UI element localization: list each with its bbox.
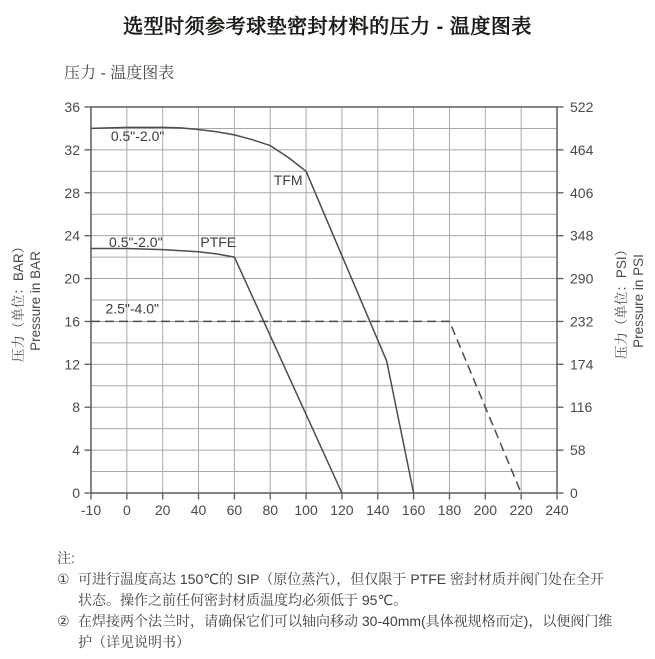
note-marker: ① [57, 571, 70, 587]
curve-label: 2.5"-4.0" [105, 300, 159, 317]
y-axis-left-tick-label: 32 [64, 141, 80, 158]
chart-subtitle: 压力 - 温度图表 [64, 65, 175, 82]
y-axis-right-tick-label: 116 [570, 399, 593, 416]
y-axis-left-tick-label: 16 [64, 313, 80, 330]
y-axis-left-tick-label: 12 [64, 356, 80, 373]
y-axis-left-tick-label: 8 [72, 399, 80, 416]
y-axis-right-tick-label: 0 [570, 485, 578, 501]
note-text: 可进行温度高达 150℃的 SIP（原位蒸汽），但仅限于 PTFE 密封材质并阀门处在全开状态。操作之前任何密封材质温度均必须低于 95℃。 [78, 571, 604, 608]
x-axis-tick-label: 200 [473, 502, 497, 518]
series-ptfe-0-5-2-0 [91, 249, 342, 494]
x-axis-tick-label: 80 [262, 502, 279, 518]
y-axis-left-title-en: Pressure in BAR [28, 251, 43, 351]
x-axis-tick-label: 140 [366, 502, 390, 518]
note-item [57, 611, 615, 653]
curve-label: PTFE [200, 234, 237, 251]
curve-label: 0.5"-2.0" [110, 127, 165, 144]
y-axis-right-tick-label: 406 [570, 184, 594, 201]
notes-section [57, 548, 615, 653]
y-axis-right-tick-label: 58 [570, 442, 586, 459]
note-marker: ② [57, 613, 70, 629]
x-axis-tick-label: 160 [401, 502, 426, 518]
x-axis-tick-label: 60 [226, 502, 243, 518]
y-axis-right-tick-label: 290 [570, 270, 594, 287]
y-axis-right-title-cn: 压力（单位：PSI） [614, 242, 629, 360]
y-axis-left-tick-label: 36 [64, 99, 80, 115]
y-axis-left-title-cn: 压力（单位：BAR） [11, 239, 26, 363]
page-title: 选型时须参考球垫密封材料的压力 - 温度图表 [123, 16, 532, 38]
x-axis-tick-label: 220 [509, 502, 533, 518]
y-axis-right-tick-label: 232 [570, 313, 594, 330]
y-axis-right-tick-label: 348 [570, 227, 594, 244]
x-axis-tick-label: 240 [545, 502, 569, 518]
curve-label: 0.5"-2.0" [109, 234, 163, 251]
y-axis-left-tick-label: 28 [64, 184, 80, 201]
y-axis-right-tick-label: 174 [570, 356, 594, 373]
y-axis-left-tick-label: 24 [64, 227, 80, 244]
y-axis-left-tick-label: 4 [72, 442, 80, 459]
y-axis-right-title [613, 243, 647, 359]
y-axis-right-title-en: Pressure in PSI [631, 254, 646, 348]
y-axis-left-tick-label: 0 [72, 485, 80, 501]
notes-heading: 注: [57, 550, 75, 566]
x-axis-tick-label: 20 [154, 502, 171, 518]
y-axis-left-tick-label: 20 [64, 270, 80, 287]
x-axis-tick-label: 0 [122, 502, 131, 518]
x-axis-tick-label: 180 [437, 502, 462, 518]
note-text: 在焊接两个法兰时，请确保它们可以轴向移动 30-40mm(具体视规格而定)，以便阀门维护（详见说明书） [78, 613, 613, 650]
x-axis-tick-label: 40 [190, 502, 207, 518]
x-axis-tick-label: 100 [294, 502, 318, 518]
y-axis-right-tick-label: 522 [570, 99, 594, 115]
note-item [57, 569, 615, 611]
x-axis-tick-label: -10 [80, 502, 102, 518]
x-axis-tick-label: 120 [330, 502, 354, 518]
y-axis-right-tick-label: 464 [570, 141, 594, 158]
curve-label: TFM [273, 171, 303, 188]
y-axis-left-title [10, 240, 44, 362]
